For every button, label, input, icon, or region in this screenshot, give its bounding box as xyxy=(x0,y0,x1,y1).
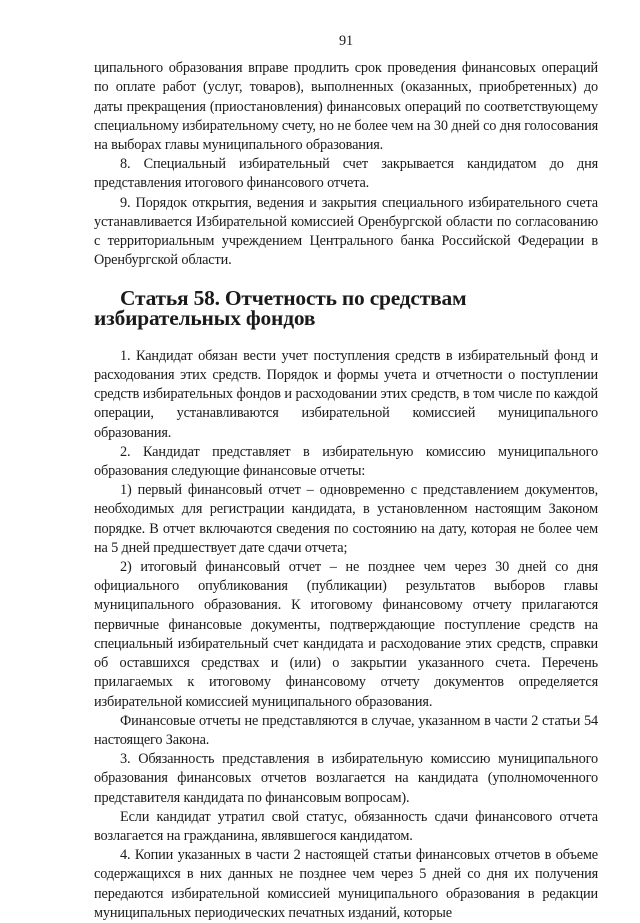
paragraph-item-8: 8. Специальный избирательный счет закрывается кандидатом до дня представления итогового финансового отчета. xyxy=(94,156,598,192)
paragraph-continuation: ципального образования вправе продлить срок проведения финансовых операций по оплате работ (услуг, товаров), выполненных (оказанных, приобретенных) до даты прекращения (приостановления) финансовых операций по соответствующему специальному избирательному счету, но не более чем на 30 дней со дня голосования на выборах главы муниципального образования. xyxy=(94,60,598,154)
article-part-1: 1. Кандидат обязан вести учет поступления средств в избирательный фонд и расходования этих средств. Порядок и формы учета и отчетности о поступлении средств избирательных фондов и расходовании этих средств, в том числе по каждой операции, устанавливаются избирательной комиссией муниципального образования. xyxy=(94,347,598,441)
page-number: 91 xyxy=(339,33,353,49)
document-page xyxy=(94,32,598,923)
article-part-4: 4. Копии указанных в части 2 настоящей статьи финансовых отчетов в объеме содержащихся в них данных не позднее чем через 5 дней со дня их получения передаются избирательной комиссией муниципального образования в редакции муниципальных периодических печатных изданий, которые xyxy=(94,847,598,921)
article-part-2-item-1: 1) первый финансовый отчет – одновременно с представлением документов, необходимых для регистрации кандидата, в установленном настоящим Законом порядке. В отчет включаются сведения по состоянию на дату, которая не более чем на 5 дней предшествует дате сдачи отчета; xyxy=(94,482,598,556)
article-part-2-item-2: 2) итоговый финансовый отчет – не позднее чем через 30 дней со дня официального опубликования (публикации) результатов выборов главы муниципального образования. К итоговому финансовому отчету прилагаются первичные финансовые документы, подтверждающие поступление средств на специальный избирательный счет кандидата и расходование этих средств, справки об оставшихся средствах и (или) о закрытии указанного счета. Перечень прилагаемых к итоговому финансовому отчету документов определяется избирательной комиссией муниципального образования. xyxy=(94,559,598,710)
article-part-3-note: Если кандидат утратил свой статус, обязанность сдачи финансового отчета возлагается на гражданина, являвшегося кандидатом. xyxy=(94,808,598,844)
article-part-2-note: Финансовые отчеты не представляются в случае, указанном в части 2 статьи 54 настоящего Закона. xyxy=(94,712,598,748)
article-part-2: 2. Кандидат представляет в избирательную комиссию муниципального образования следующие финансовые отчеты: xyxy=(94,443,598,480)
article-part-3: 3. Обязанность представления в избирательную комиссию муниципального образования финансовых отчетов возлагается на кандидата (уполномоченного представителя кандидата по финансовым вопросам). xyxy=(94,751,598,806)
paragraph-item-9: 9. Порядок открытия, ведения и закрытия специального избирательного счета устанавливается Избирательной комиссией Оренбургской области по согласованию с территориальным учреждением Центрального банка Российской Федерации в Оренбургской области. xyxy=(94,194,598,269)
article-title: Статья 58. Отчетность по средствам избирательных фондов xyxy=(94,286,467,330)
